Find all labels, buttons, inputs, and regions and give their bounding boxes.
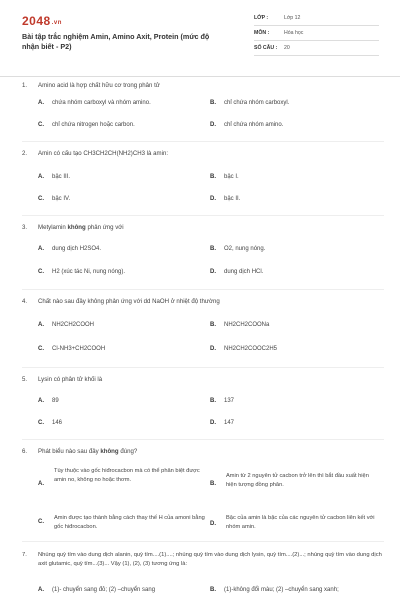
q6-option-c[interactable]: Amin được tạo thành bằng cách thay thế H của amoni bằng gốc hiđrocacbon. — [54, 515, 205, 530]
meta-class: LỚP : Lớp 12 — [254, 12, 379, 26]
q1-option-d[interactable]: D. chỉ chứa nhóm amino. — [210, 122, 284, 128]
question-4: 4. Chất nào sau đây không phản ứng với dd NaOH ở nhiệt độ thường — [22, 298, 220, 305]
q2-option-a[interactable]: A. bậc III. — [38, 174, 71, 180]
q4-option-b[interactable]: B. NH2CH2COONa — [210, 322, 270, 328]
page-title: Bài tập trắc nghiệm Amin, Amino Axit, Protein (mức độ nhận biết - P2) — [22, 32, 210, 51]
q1-option-b[interactable]: B. chỉ chứa nhóm carboxyl. — [210, 100, 290, 106]
q2-option-d[interactable]: D. bậc II. — [210, 196, 241, 202]
q4-option-a[interactable]: A. NH2CH2COOH — [38, 322, 95, 328]
q5-option-d[interactable]: D. 147 — [210, 420, 235, 426]
divider — [22, 541, 384, 542]
divider — [22, 215, 384, 216]
site-logo[interactable]: 2048.vn — [22, 14, 62, 28]
question-1: 1. Amino acid là hợp chất hữu cơ trong phân tử — [22, 82, 160, 89]
q5-option-c[interactable]: C. 146 — [38, 420, 63, 426]
q6-option-d-letter[interactable]: D. — [210, 521, 216, 527]
question-7: 7. Nhúng quỳ tím vào dung dịch alanin, quỳ tím....(1)....; nhúng quỳ tím vào dung dịch lysin, quỳ tím....(2)...; nhúng quỳ tím vào dung dịch axit glutamic, quỳ tím...(3)... Vậy (1), (2), (3) tương ứng là: — [22, 552, 382, 567]
q3-option-b[interactable]: B. O2, nung nóng. — [210, 246, 266, 252]
question-6: 6. Phát biểu nào sau đây không đúng? — [22, 448, 138, 455]
divider — [22, 367, 384, 368]
divider — [22, 289, 384, 290]
q6-option-a[interactable]: Tùy thuộc vào gốc hiđrocacbon mà có thể phân biệt được amin no, không no hoặc thơm. — [54, 468, 200, 483]
q6-option-a-letter[interactable]: A. — [38, 481, 44, 487]
question-5: 5. Lysin có phân tử khối là — [22, 376, 103, 383]
q5-option-a[interactable]: A. 89 — [38, 398, 59, 404]
q1-option-a[interactable]: A. chứa nhóm carboxyl và nhóm amino. — [38, 100, 151, 106]
q7-option-a[interactable]: A. (1)- chuyển sang đỏ; (2) –chuyển sang — [38, 587, 156, 593]
divider — [22, 439, 384, 440]
meta-subject: MÔN : Hóa học — [254, 27, 379, 41]
q4-option-d[interactable]: D. NH2CH2COOC2H5 — [210, 346, 278, 352]
q2-option-b[interactable]: B. bậc I. — [210, 174, 239, 180]
question-3: 3. Metylamin không phản ứng với — [22, 224, 124, 231]
meta-count: SỐ CÂU : 20 — [254, 42, 379, 56]
q6-option-b-letter[interactable]: B. — [210, 481, 216, 487]
q7-option-b[interactable]: B. (1)-không đổi màu; (2) –chuyển sang xanh; — [210, 587, 339, 593]
q4-option-c[interactable]: C. Cl-NH3+CH2COOH — [38, 346, 106, 352]
q1-option-c[interactable]: C. chỉ chứa nitrogen hoặc carbon. — [38, 122, 135, 128]
divider — [22, 141, 384, 142]
q5-option-b[interactable]: B. 137 — [210, 398, 235, 404]
q6-option-d[interactable]: Bậc của amin là bậc của các nguyên tử cacbon liên kết với nhóm amin. — [226, 515, 375, 530]
question-2: 2. Amin có cấu tạo CH3CH2CH(NH2)CH3 là amin: — [22, 150, 169, 157]
q2-option-c[interactable]: C. bậc IV. — [38, 196, 71, 202]
page-header — [0, 0, 400, 77]
q3-option-d[interactable]: D. dung dịch HCl. — [210, 269, 264, 275]
q3-option-a[interactable]: A. dung dịch H2SO4. — [38, 246, 102, 252]
q3-option-c[interactable]: C. H2 (xúc tác Ni, nung nóng). — [38, 269, 126, 275]
q6-option-b[interactable]: Amin từ 2 nguyên tử cacbon trở lên thì bắt đầu xuất hiện hiện tượng đồng phân. — [226, 473, 369, 488]
q6-option-c-letter[interactable]: C. — [38, 519, 44, 525]
